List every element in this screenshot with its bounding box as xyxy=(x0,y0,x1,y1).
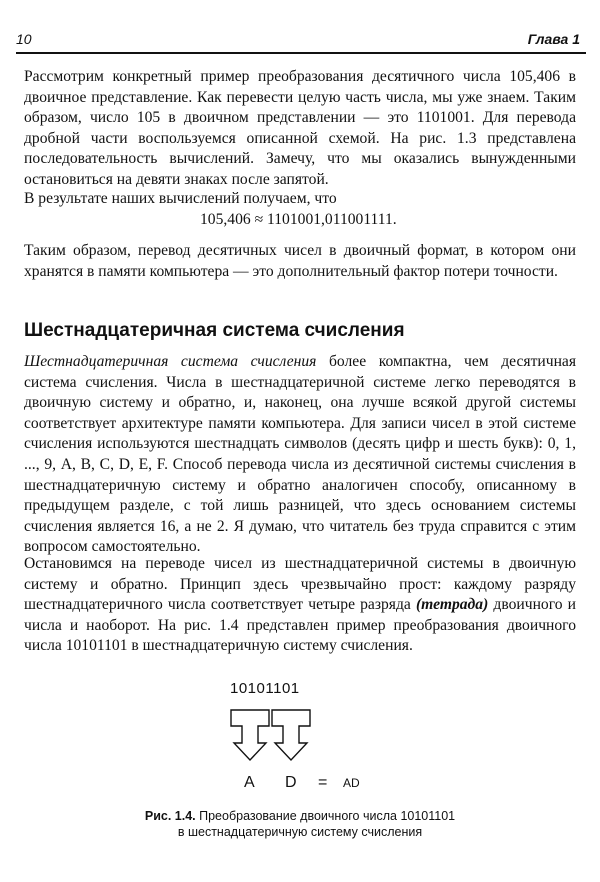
page-number: 10 xyxy=(16,31,32,47)
hex-digit-a: A xyxy=(244,774,255,791)
chapter-title: Глава 1 xyxy=(527,31,580,47)
caption-label: Рис. 1.4. xyxy=(144,809,196,823)
left-tetrad-arrow-icon xyxy=(231,710,269,760)
formula: 105,406 ≈ 1101001,011001111. xyxy=(200,211,397,228)
hex-term: Шестнадцатеричная система счисления xyxy=(24,353,317,370)
right-tetrad-arrow-icon xyxy=(272,710,310,760)
figure-1-4 xyxy=(0,670,600,820)
tetrad-term: (тетрада) xyxy=(415,596,489,614)
hex-binary-text-1: Остановимся на переводе чисел из шестнадцатеричной системы в двоичную систему и обратно. Принцип здесь чрезвычайно прост: каждому разряду шестнадцатеричного числа соответствует четыре разряда xyxy=(24,555,576,614)
paragraph-hex-intro xyxy=(24,352,576,558)
hex-intro-text: более компактна, чем десятичная система счисления. Числа в шестнадцатеричной системе легко переводятся в двоичную систему и обратно, и, наконец, она лучше всякой другой системы соответствует архитектуре памяти компьютера. Для записи чисел в этой системе счисления используются шестнадцать символов (десять цифр и шесть букв): 0, 1, ..., 9, A, B, C, D, E, F. Способ перевода числа из десятичной системы счисления в шестнадцатеричную систему и обратно аналогичен способу, описанному в предыдущем разделе, с той лишь разницей, что здесь основанием системы счисления является 16, а не 2. Я думаю, что читатель без труда справится с этим вопросом самостоятельно. xyxy=(24,353,577,556)
paragraph-precision: Таким образом, перевод десятичных чисел в двоичный формат, в котором они хранятся в памяти компьютера — это дополнительный фактор потери точности. xyxy=(24,242,576,280)
hex-result: AD xyxy=(343,776,360,790)
figure-caption xyxy=(0,808,600,840)
paragraph-hex-binary xyxy=(24,554,576,657)
section-title: Шестнадцатеричная система счисления xyxy=(24,320,405,341)
caption-text-1: Преобразование двоичного числа 10101101 xyxy=(195,809,456,823)
hex-binary-text-2: двоичного и числа и наоборот. На рис. 1.4 представлен пример преобразования двоичного числа 10101101 в шестнадцатеричную систему счисления. xyxy=(24,596,577,655)
paragraph-intro: Рассмотрим конкретный пример преобразования десятичного числа 105,406 в двоичное представление. Как перевести целую часть числа, мы уже знаем. Таким образом, число 105 в двоичном представлении — это 1101001. Для перевода дробной части воспользуемся описанной схемой. На рис. 1.3 представлена последовательность вычислений. Замечу, что мы оказались вынужденными остановиться на девяти знаках после запятой. xyxy=(24,68,576,188)
equals-sign: = xyxy=(318,774,328,791)
binary-number: 10101101 xyxy=(230,680,300,697)
caption-line-1 xyxy=(0,808,600,824)
caption-line-2: в шестнадцатеричную систему счисления xyxy=(177,825,423,839)
tetrad-arrows xyxy=(0,670,600,800)
page-header xyxy=(16,30,586,54)
hex-digit-d: D xyxy=(285,774,297,791)
paragraph-result-lead: В результате наших вычислений получаем, что xyxy=(24,190,337,207)
